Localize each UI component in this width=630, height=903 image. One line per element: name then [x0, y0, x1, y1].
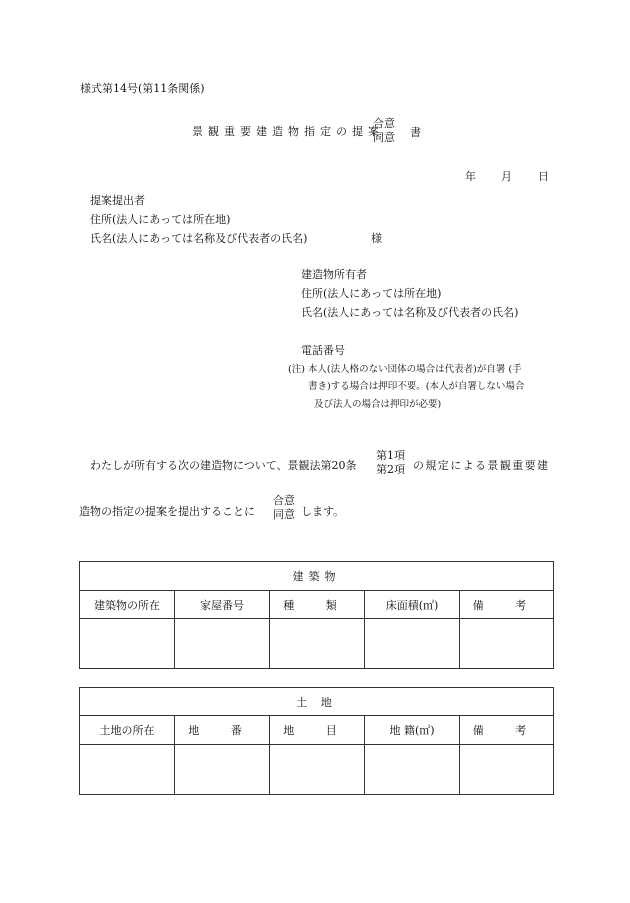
building-header-floor-area: 床面積(㎡) — [365, 591, 460, 619]
body-line-2-end: します。 — [301, 505, 345, 518]
body-line-1-start: わたしが所有する次の建造物について、景観法第20条 — [90, 459, 357, 472]
title-suffix: 書 — [410, 126, 421, 139]
title-option-consent: 同意 — [373, 131, 395, 144]
document-title: 景観重要建造物指定の提案 — [192, 125, 384, 138]
land-header-land-category: 地 目 — [270, 716, 365, 745]
building-header-location: 建築物の所在 — [80, 591, 175, 619]
building-cell-type[interactable] — [270, 619, 365, 669]
proposer-name-label: 氏名(法人にあっては名称及び代表者の氏名) — [90, 232, 308, 245]
owner-phone-label: 電話番号 — [301, 344, 345, 357]
building-cell-house-number[interactable] — [175, 619, 270, 669]
owner-note-line-2: 書き)する場合は押印不要。(本人が自署しない場合 — [308, 381, 525, 392]
title-option-stack — [373, 117, 395, 145]
form-number: 様式第14号(第11条関係) — [80, 82, 205, 95]
owner-address-label: 住所(法人にあっては所在地) — [301, 287, 442, 300]
land-header-location: 土地の所在 — [80, 716, 175, 745]
owner-note-line-3: 及び法人の場合は押印が必要) — [314, 399, 442, 410]
land-cell-location[interactable] — [80, 745, 175, 795]
building-header-type: 種 類 — [270, 591, 365, 619]
building-table — [79, 561, 554, 669]
building-cell-location[interactable] — [80, 619, 175, 669]
clause-option-2: 第2項 — [376, 463, 405, 476]
land-cell-remarks[interactable] — [460, 745, 554, 795]
proposer-heading: 提案提出者 — [90, 194, 145, 207]
consent-option-agreement: 合意 — [273, 494, 295, 507]
date-year: 年 — [465, 170, 476, 183]
proposer-honorific: 様 — [371, 232, 382, 245]
land-header-land-area: 地 籍(㎡) — [365, 716, 460, 745]
clause-option-1: 第1項 — [376, 449, 405, 462]
owner-name-label: 氏名(法人にあっては名称及び代表者の氏名) — [301, 306, 519, 319]
owner-heading: 建造物所有者 — [301, 268, 367, 281]
land-header-lot-number: 地 番 — [175, 716, 270, 745]
consent-option-stack — [273, 494, 295, 522]
clause-option-stack — [376, 449, 405, 477]
land-header-remarks: 備 考 — [460, 716, 554, 745]
building-cell-remarks[interactable] — [460, 619, 554, 669]
land-table — [79, 687, 554, 795]
building-cell-floor-area[interactable] — [365, 619, 460, 669]
body-line-2-start: 造物の指定の提案を提出することに — [79, 505, 255, 518]
proposer-address-label: 住所(法人にあっては所在地) — [90, 213, 231, 226]
date-day: 日 — [538, 170, 549, 183]
building-header-remarks: 備 考 — [460, 591, 554, 619]
land-cell-land-area[interactable] — [365, 745, 460, 795]
building-table-title: 建築物 — [80, 562, 554, 591]
body-line-1-end: の規定による景観重要建 — [413, 459, 550, 472]
consent-option-consent: 同意 — [273, 508, 295, 521]
date-month: 月 — [501, 170, 512, 183]
title-option-agreement: 合意 — [373, 117, 395, 130]
land-cell-land-category[interactable] — [270, 745, 365, 795]
owner-note-line-1: (注) 本人(法人格のない団体の場合は代表者)が自署 (手 — [288, 364, 522, 375]
land-table-title: 土 地 — [80, 688, 554, 716]
land-cell-lot-number[interactable] — [175, 745, 270, 795]
building-header-house-number: 家屋番号 — [175, 591, 270, 619]
